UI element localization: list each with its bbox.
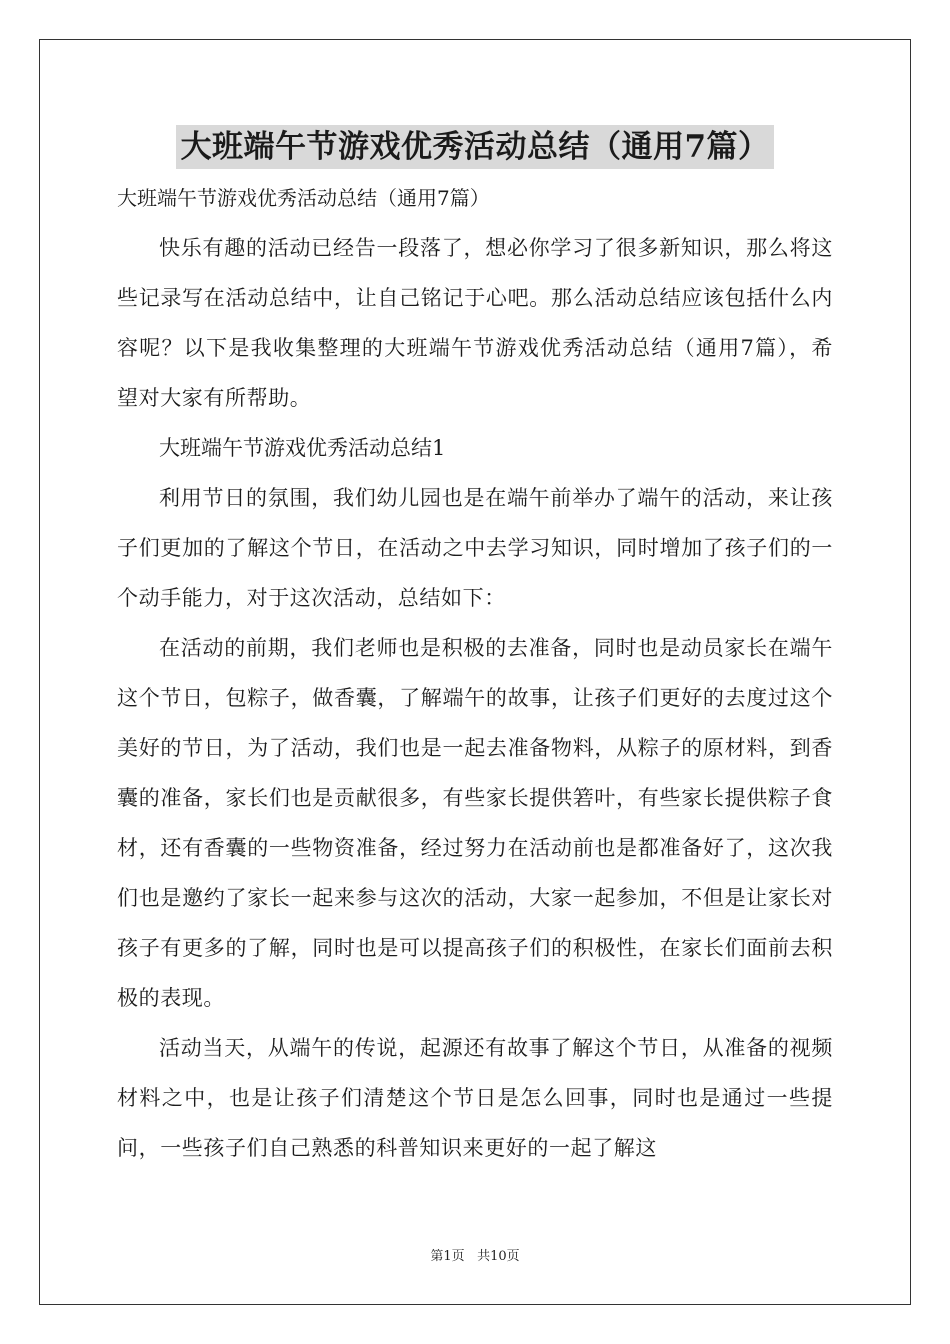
document-body [117, 125, 833, 1173]
intro-paragraph: 快乐有趣的活动已经告一段落了，想必你学习了很多新知识，那么将这些记录写在活动总结中，让自己铭记于心吧。那么活动总结应该包括什么内容呢？以下是我收集整理的大班端午节游戏优秀活动总结（通用7篇），希望对大家有所帮助。 [117, 236, 833, 410]
section-heading: 大班端午节游戏优秀活动总结1 [159, 436, 446, 460]
page-number: 第1页 [430, 1249, 465, 1264]
title-wrap [117, 125, 833, 169]
page-footer [0, 1248, 950, 1266]
body-paragraph: 活动当天，从端午的传说，起源还有故事了解这个节日，从准备的视频材料之中，也是让孩子们清楚这个节日是怎么回事，同时也是通过一些提问，一些孩子们自己熟悉的科普知识来更好的一起了解这 [117, 1036, 833, 1160]
page-total: 共10页 [477, 1249, 520, 1264]
body-paragraph: 利用节日的氛围，我们幼儿园也是在端午前举办了端午的活动，来让孩子们更加的了解这个节日，在活动之中去学习知识，同时增加了孩子们的一个动手能力，对于这次活动，总结如下： [117, 486, 833, 610]
body-paragraph: 在活动的前期，我们老师也是积极的去准备，同时也是动员家长在端午这个节日，包粽子，做香囊，了解端午的故事，让孩子们更好的去度过这个美好的节日，为了活动，我们也是一起去准备物料，从粽子的原材料，到香囊的准备，家长们也是贡献很多，有些家长提供箬叶，有些家长提供粽子食材，还有香囊的一些物资准备，经过努力在活动前也是都准备好了，这次我们也是邀约了家长一起来参与这次的活动，大家一起参加，不但是让家长对孩子有更多的了解，同时也是可以提高孩子们的积极性，在家长们面前去积极的表现。 [117, 636, 833, 1010]
document-subtitle: 大班端午节游戏优秀活动总结（通用7篇） [117, 186, 490, 210]
document-title: 大班端午节游戏优秀活动总结（通用7篇） [176, 125, 773, 169]
